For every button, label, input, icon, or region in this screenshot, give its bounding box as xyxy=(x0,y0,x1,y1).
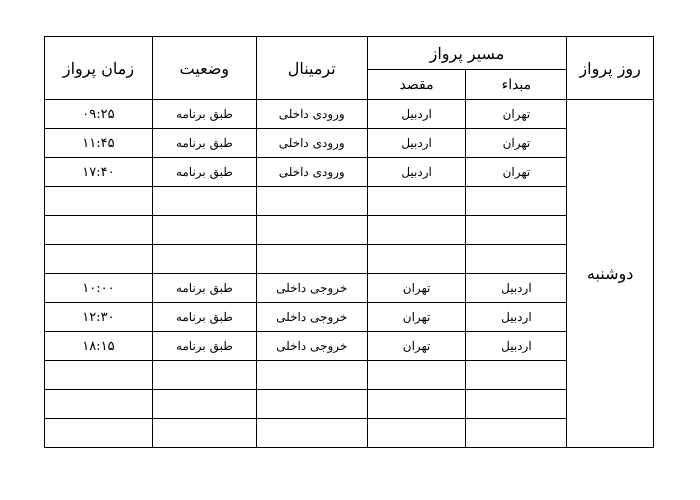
status-cell xyxy=(152,361,256,390)
terminal-cell: ورودی داخلی xyxy=(256,158,367,187)
origin-cell xyxy=(466,245,567,274)
flight-schedule-table xyxy=(44,36,654,448)
header-day: روز پرواز xyxy=(567,37,654,100)
header-row-main xyxy=(45,37,654,70)
destination-cell: تهران xyxy=(367,332,466,361)
terminal-cell xyxy=(256,361,367,390)
time-cell xyxy=(45,187,153,216)
time-cell: ۰۹:۲۵ xyxy=(45,100,153,129)
origin-cell xyxy=(466,187,567,216)
table-body xyxy=(45,100,654,448)
status-cell xyxy=(152,419,256,448)
table-row xyxy=(45,419,654,448)
destination-cell: تهران xyxy=(367,303,466,332)
status-cell xyxy=(152,216,256,245)
time-cell: ۱۸:۱۵ xyxy=(45,332,153,361)
terminal-cell xyxy=(256,216,367,245)
time-cell: ۱۲:۳۰ xyxy=(45,303,153,332)
destination-cell: اردبیل xyxy=(367,158,466,187)
terminal-cell xyxy=(256,390,367,419)
table-row xyxy=(45,187,654,216)
terminal-cell xyxy=(256,187,367,216)
origin-cell xyxy=(466,390,567,419)
header-status: وضعیت xyxy=(152,37,256,100)
origin-cell: تهران xyxy=(466,158,567,187)
table-row xyxy=(45,361,654,390)
time-cell: ۱۷:۴۰ xyxy=(45,158,153,187)
time-cell xyxy=(45,419,153,448)
status-cell xyxy=(152,390,256,419)
status-cell: طبق برنامه xyxy=(152,129,256,158)
status-cell: طبق برنامه xyxy=(152,303,256,332)
terminal-cell: خروجی داخلی xyxy=(256,303,367,332)
status-cell: طبق برنامه xyxy=(152,100,256,129)
terminal-cell xyxy=(256,419,367,448)
origin-cell xyxy=(466,361,567,390)
header-destination: مقصد xyxy=(367,70,466,100)
destination-cell: اردبیل xyxy=(367,100,466,129)
day-cell: دوشنبه xyxy=(567,100,654,448)
time-cell xyxy=(45,216,153,245)
origin-cell xyxy=(466,419,567,448)
origin-cell: تهران xyxy=(466,129,567,158)
status-cell xyxy=(152,245,256,274)
table-row xyxy=(45,303,654,332)
destination-cell xyxy=(367,187,466,216)
table-row xyxy=(45,129,654,158)
origin-cell: تهران xyxy=(466,100,567,129)
header-terminal: ترمینال xyxy=(256,37,367,100)
origin-cell: اردبیل xyxy=(466,332,567,361)
table-row xyxy=(45,332,654,361)
header-time: زمان پرواز xyxy=(45,37,153,100)
destination-cell xyxy=(367,216,466,245)
status-cell: طبق برنامه xyxy=(152,332,256,361)
destination-cell xyxy=(367,419,466,448)
table-row xyxy=(45,245,654,274)
table-row xyxy=(45,158,654,187)
origin-cell xyxy=(466,216,567,245)
table-row xyxy=(45,390,654,419)
origin-cell: اردبیل xyxy=(466,303,567,332)
terminal-cell: ورودی داخلی xyxy=(256,100,367,129)
destination-cell xyxy=(367,390,466,419)
destination-cell: اردبیل xyxy=(367,129,466,158)
header-origin: مبداء xyxy=(466,70,567,100)
time-cell: ۱۰:۰۰ xyxy=(45,274,153,303)
time-cell xyxy=(45,361,153,390)
status-cell: طبق برنامه xyxy=(152,158,256,187)
destination-cell xyxy=(367,361,466,390)
table-row xyxy=(45,216,654,245)
destination-cell xyxy=(367,245,466,274)
terminal-cell: خروجی داخلی xyxy=(256,332,367,361)
terminal-cell: ورودی داخلی xyxy=(256,129,367,158)
time-cell xyxy=(45,245,153,274)
terminal-cell xyxy=(256,245,367,274)
table-row xyxy=(45,274,654,303)
status-cell: طبق برنامه xyxy=(152,274,256,303)
header-route: مسیر پرواز xyxy=(367,37,567,70)
time-cell xyxy=(45,390,153,419)
destination-cell: تهران xyxy=(367,274,466,303)
table-row xyxy=(45,100,654,129)
table-header xyxy=(45,37,654,100)
origin-cell: اردبیل xyxy=(466,274,567,303)
time-cell: ۱۱:۴۵ xyxy=(45,129,153,158)
terminal-cell: خروجی داخلی xyxy=(256,274,367,303)
status-cell xyxy=(152,187,256,216)
